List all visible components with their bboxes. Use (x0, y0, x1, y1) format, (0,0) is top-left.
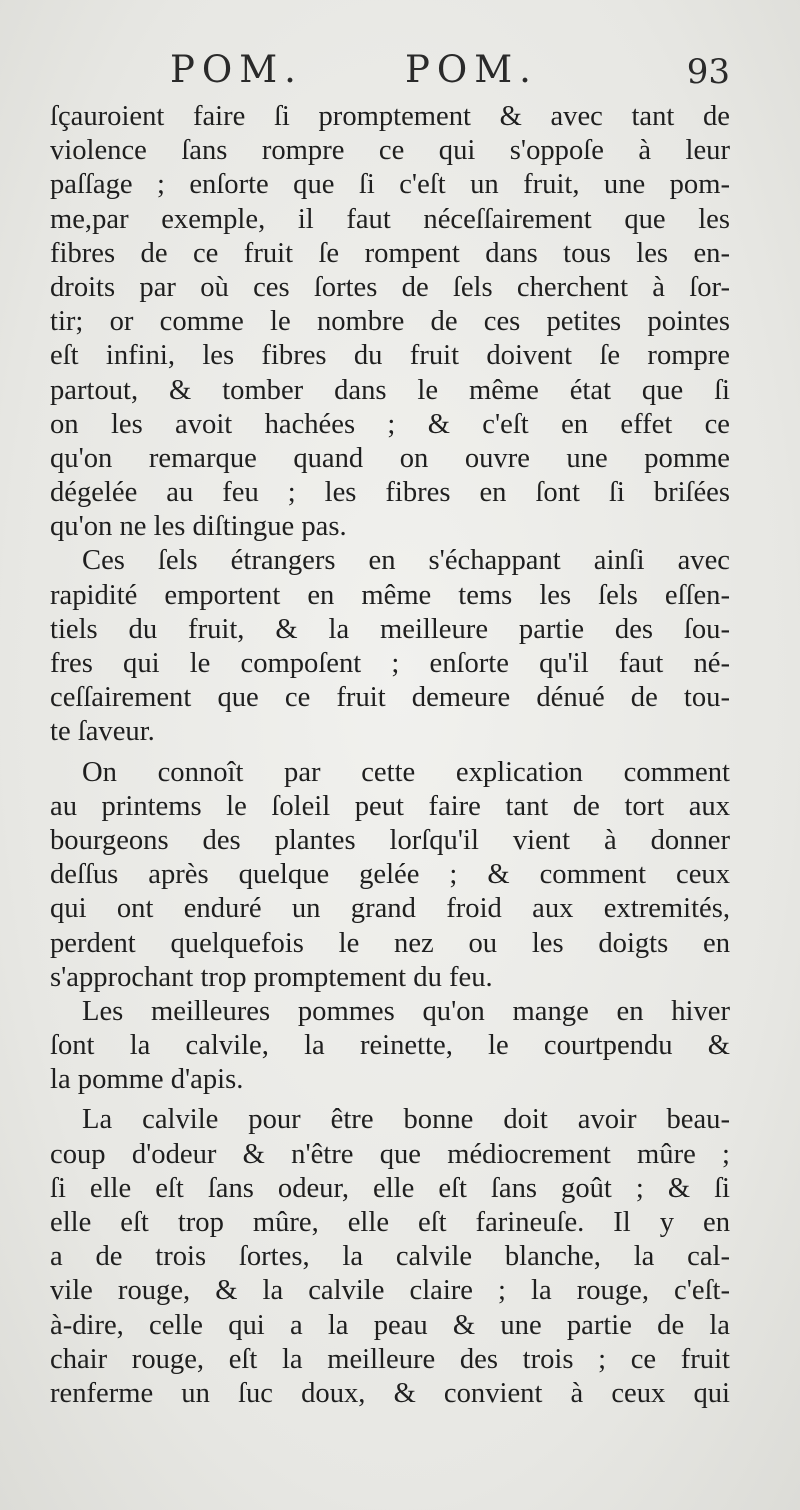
text-line: renferme un ſuc doux, & convient à ceux qui (50, 1377, 730, 1409)
text-line: me,par exemple, il faut néceſſairement que les (50, 203, 730, 235)
text-line: perdent quelquefois le nez ou les doigts en (50, 927, 730, 959)
text-line: on les avoit hachées ; & c'eſt en effet ce (50, 408, 730, 440)
text-line: au printems le ſoleil peut faire tant de tort aux (50, 790, 730, 822)
text-line: bourgeons des plantes lorſqu'il vient à donner (50, 824, 730, 856)
text-line: ſont la calvile, la reinette, le courtpendu & (50, 1030, 730, 1062)
text-line: partout, & tomber dans le même état que ſi (50, 374, 730, 406)
text-line: coup d'odeur & n'être que médiocrement mûre ; (50, 1138, 730, 1170)
text-line: paſſage ; enſorte que ſi c'eſt un fruit, une pom- (50, 169, 730, 201)
text-line: droits par où ces ſortes de ſels cherchent à ſor- (50, 271, 730, 303)
text-line: tiels du fruit, & la meilleure partie des ſou- (50, 613, 730, 645)
page-body (50, 100, 730, 1411)
page-number: 93 (686, 52, 730, 92)
paragraph-end-line: la pomme d'apis. (50, 1064, 244, 1096)
text-line: dégelée au feu ; les fibres en ſont ſi briſées (50, 477, 730, 509)
text-line: tir; or comme le nombre de ces petites pointes (50, 306, 730, 338)
text-line: a de trois ſortes, la calvile blanche, la cal- (50, 1241, 730, 1273)
text-line: ſçauroient faire ſi promptement & avec tant de (50, 101, 730, 132)
paragraph-start-line: On connoît par cette explication comment (82, 756, 730, 788)
text-line: elle eſt trop mûre, elle eſt farineuſe. Il y en (50, 1207, 730, 1238)
text-line: eſt infini, les fibres du fruit doivent ſe rompre (50, 340, 730, 372)
text-line: ceſſairement que ce fruit demeure dénué de tou- (50, 682, 730, 714)
text-line: à-dire, celle qui a la peau & une partie de la (50, 1309, 730, 1341)
text-line: qu'on remarque quand on ouvre une pomme (50, 442, 730, 474)
text-line: fres qui le compoſent ; enſorte qu'il faut né- (50, 648, 730, 679)
text-line: fibres de ce fruit ſe rompent dans tous les en- (50, 237, 730, 269)
text-line: vile rouge, & la calvile claire ; la rouge, c'eſt- (50, 1275, 730, 1307)
text-line: deſſus après quelque gelée ; & comment ceux (50, 859, 730, 891)
running-header (0, 48, 800, 98)
running-head-center: POM. (405, 48, 538, 91)
paragraph-end-line: te ſaveur. (50, 716, 155, 748)
running-head-left: POM. (170, 48, 303, 91)
text-line: ſi elle eſt ſans odeur, elle eſt ſans goût ; & ſi (50, 1172, 730, 1204)
text-line: chair rouge, eſt la meilleure des trois ; ce fruit (50, 1343, 730, 1375)
paragraph-end-line: s'approchant trop promptement du feu. (50, 961, 493, 993)
paragraph-start-line: La calvile pour être bonne doit avoir beau- (82, 1104, 730, 1136)
paragraph-start-line: Les meilleures pommes qu'on mange en hiver (82, 995, 730, 1027)
text-line: qui ont enduré un grand froid aux extremités, (50, 893, 730, 925)
paragraph-start-line: Ces ſels étrangers en s'échappant ainſi avec (82, 545, 730, 577)
text-line: violence ſans rompre ce qui s'oppoſe à leur (50, 135, 730, 167)
text-line: rapidité emportent en même tems les ſels eſſen- (50, 579, 730, 611)
paragraph-end-line: qu'on ne les diſtingue pas. (50, 511, 347, 543)
